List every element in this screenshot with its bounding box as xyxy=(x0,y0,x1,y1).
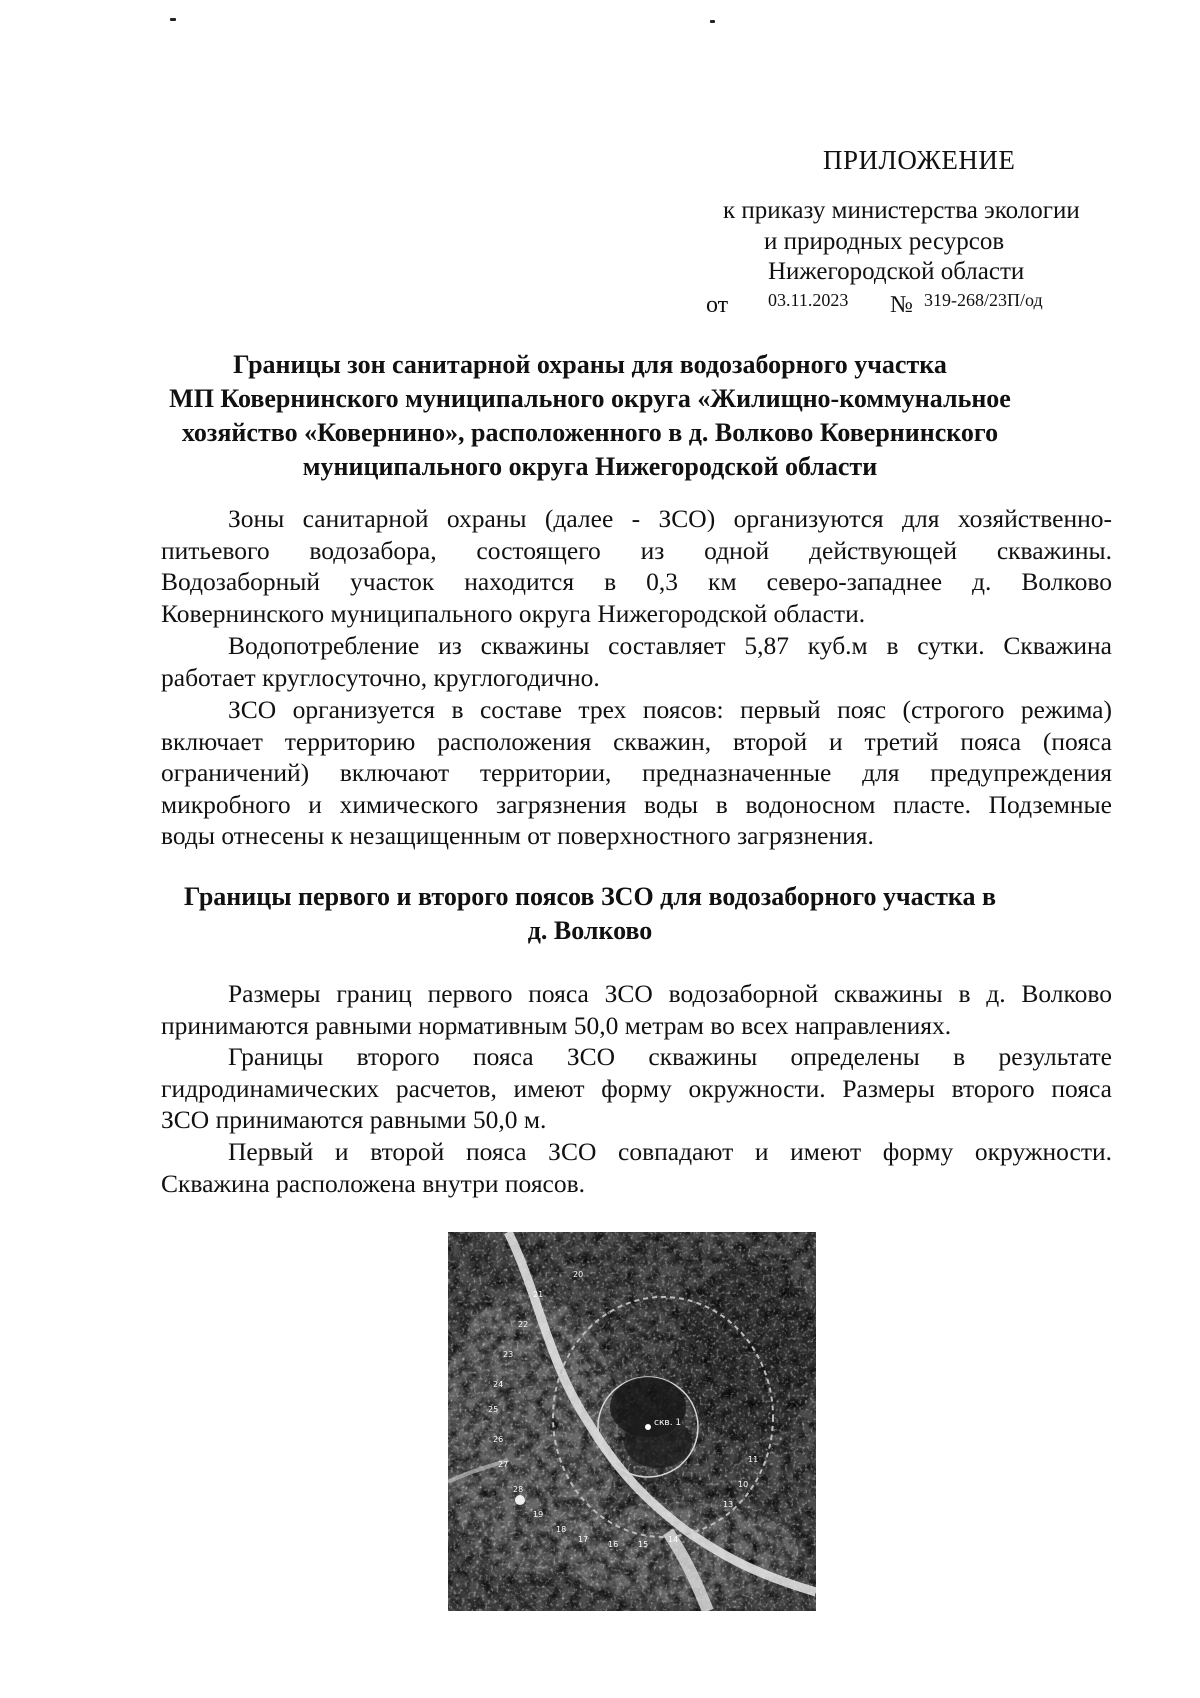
order-date: 03.11.2023 xyxy=(768,290,849,310)
point-label: 17 xyxy=(578,1535,589,1544)
scan-speck xyxy=(710,20,715,23)
point-label: 18 xyxy=(556,1525,567,1534)
header-line: и природных ресурсов xyxy=(764,228,1005,255)
document-title xyxy=(150,348,1030,484)
point-label: 28 xyxy=(513,1485,524,1494)
text-line: Первый и второй пояса ЗСО совпадают и имеют форму окружности. xyxy=(228,1137,1112,1166)
paragraph-first-belt xyxy=(161,978,1112,1041)
title-line: д. Волково xyxy=(527,916,653,945)
point-label: 13 xyxy=(723,1500,734,1509)
header-line: к приказу министерства экологии xyxy=(723,197,1080,224)
point-label: 21 xyxy=(533,1290,544,1299)
point-label: 24 xyxy=(493,1380,504,1389)
title-line: МП Ковернинского муниципального округа «Жилищно-коммунальное xyxy=(169,384,1011,413)
point-label: 27 xyxy=(498,1460,509,1469)
text-line: ограничений) включают территории, предназначенные для предупреждения xyxy=(161,758,1112,787)
title-line: хозяйство «Ковернино», расположенного в д. Волково Ковернинского xyxy=(181,418,999,447)
text-line: ЗСО организуется в составе трех поясов: первый пояс (строгого режима) xyxy=(228,695,1112,724)
text-line: Водозаборный участок находится в 0,3 км северо-западнее д. Волково xyxy=(161,567,1112,596)
order-reference xyxy=(706,290,1076,320)
order-number: 319-268/23П/од xyxy=(924,290,1043,310)
point-label: 23 xyxy=(503,1350,514,1359)
title-line: муниципального округа Нижегородской области xyxy=(302,452,878,481)
point-label: 14 xyxy=(668,1535,679,1544)
title-line: Границы зон санитарной охраны для водозаборного участка xyxy=(233,350,947,379)
paragraph-second-belt xyxy=(161,1041,1112,1136)
header-line: Нижегородской области xyxy=(768,258,1025,285)
well-label: скв. 1 xyxy=(654,1418,682,1428)
text-line: принимаются равными нормативным 50,0 метрам во всех направлениях. xyxy=(161,1010,952,1040)
section-title xyxy=(150,880,1030,948)
text-line: микробного и химического загрязнения воды в водоносном пласте. Подземные xyxy=(161,789,1112,819)
point-label: 26 xyxy=(493,1435,504,1444)
text-line: Границы второго пояса ЗСО скважины определены в результате xyxy=(228,1042,1112,1071)
text-line: включает территорию расположения скважин, второй и третий пояса (пояса xyxy=(161,726,1112,756)
well-marker xyxy=(645,1424,651,1430)
order-number-sign: № xyxy=(890,292,913,318)
paragraph-belts-composition xyxy=(161,694,1112,852)
text-line: Скважина расположена внутри поясов. xyxy=(161,1168,586,1198)
appendix-title: ПРИЛОЖЕНИЕ xyxy=(823,145,1016,175)
text-line: Зоны санитарной охраны (далее - ЗСО) организуются для хозяйственно- xyxy=(228,504,1112,533)
text-line: воды отнесены к незащищенным от поверхностного загрязнения. xyxy=(161,821,874,850)
point-label: 20 xyxy=(573,1270,584,1279)
text-line: ЗСО принимаются равными 50,0 м. xyxy=(161,1105,547,1134)
point-label: 25 xyxy=(488,1405,499,1414)
point-label: 10 xyxy=(738,1480,749,1489)
text-line: Ковернинского муниципального округа Нижегородской области. xyxy=(161,598,866,628)
point-label: 19 xyxy=(533,1510,544,1519)
satellite-map xyxy=(448,1232,816,1611)
text-line: Водопотребление из скважины составляет 5,87 куб.м в сутки. Скважина xyxy=(228,631,1112,660)
title-line: Границы первого и второго поясов ЗСО для водозаборного участка в xyxy=(183,882,997,911)
point-label: 15 xyxy=(638,1540,649,1549)
scan-speck xyxy=(170,18,176,21)
paragraph-belts-coincide xyxy=(161,1136,1112,1199)
text-line: Размеры границ первого пояса ЗСО водозаборной скважины в д. Волково xyxy=(228,979,1112,1008)
text-line: питьевого водозабора, состоящего из одной действующей скважины. xyxy=(161,535,1112,565)
text-line: работает круглосуточно, круглогодично. xyxy=(161,662,600,692)
text-line: гидродинамических расчетов, имеют форму окружности. Размеры второго пояса xyxy=(161,1073,1112,1103)
point-label: 22 xyxy=(518,1320,529,1329)
paragraph-water-consumption xyxy=(161,630,1112,693)
zso-map-image xyxy=(448,1232,816,1611)
paragraph-zso-definition xyxy=(161,503,1112,629)
order-prefix: от xyxy=(706,292,729,318)
point-label: 16 xyxy=(608,1540,619,1549)
point-label: 11 xyxy=(748,1455,759,1464)
